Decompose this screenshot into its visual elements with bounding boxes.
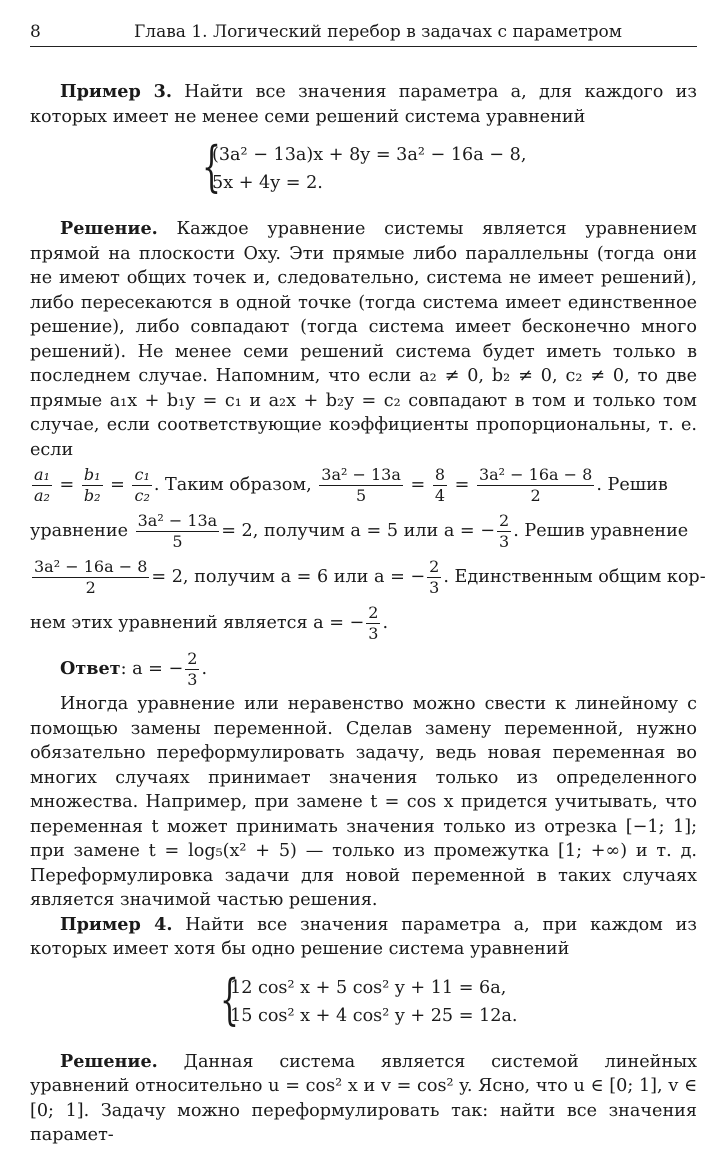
final-line: нем этих уравнений является a = − $\frac{2}{3}$ . bbox=[30, 602, 389, 643]
book-page bbox=[30, 0, 706, 1152]
ratio-line: $\frac{\text{a₁}}{\text{a₂}}$ = $\frac{\text{b₁}}{\text{b₂}}$ = $\frac{\text{c₁}}{\text{c₂}}$ . Таким образом, $\frac{\text{3a² − 13a}}{5}$ = $\frac{8}{4}$ = $\frac{\text{3a² − 16a − 8}}{2}$ . Решив bbox=[34, 464, 668, 505]
frac-b: $\frac{\text{b₁}}{\text{b₂}}$ bbox=[83, 464, 101, 505]
example4-statement: Найти все значения параметра a, при каждом из которых имеет хотя бы одно решение система уравнений bbox=[30, 914, 697, 959]
example3-statement: Найти все значения параметра a, для каждого из которых имеет не менее семи решений система уравнений bbox=[30, 82, 697, 127]
header-rule bbox=[30, 46, 697, 47]
solve-line-1: уравнение $\frac{\text{3a² − 13a}}{5}$ = 2, получим a = 5 или a = − $\frac{2}{3}$ . Решив уравнение bbox=[30, 510, 689, 551]
system1-eq1: (3a² − 13a)x + 8y = 3a² − 16a − 8, bbox=[212, 145, 527, 165]
solution4-label: Решение. bbox=[60, 1050, 158, 1072]
system1-eq2: 5x + 4y = 2. bbox=[212, 173, 323, 193]
frac-f3: $\frac{\text{3a² − 16a − 8}}{2}$ bbox=[478, 464, 593, 505]
system-brace: { bbox=[202, 135, 221, 198]
ratio-text: Таким образом, bbox=[165, 475, 312, 495]
example4-label: Пример 4. bbox=[60, 913, 173, 935]
solution3-label: Решение. bbox=[60, 218, 158, 239]
page-number: 8 bbox=[30, 22, 41, 42]
frac-a: $\frac{\text{a₁}}{\text{a₂}}$ bbox=[34, 464, 50, 505]
substitution-paragraph: Иногда уравнение или неравенство можно свести к линейному с помощью замены переменной. Сделав замену переменной, нужно обязательно переформулировать задачу, ведь новая переменная во многих случаях принимает значения только из определенного множества. Например, при замене t = cos x придется учитывать, что переменная t может принимать значения только из отрезка [−1; 1]; при замене t = log₅(x² + 5) — только из промежутка [1; +∞) и т. д. Переформулировка задачи для новой переменной в таких случаях является значимой частью решения. bbox=[30, 694, 697, 910]
system2-eq1: 12 cos² x + 5 cos² y + 11 = 6a, bbox=[230, 977, 507, 998]
page-body bbox=[30, 80, 706, 1148]
solution4-text: Данная система является системой линейных уравнений относительно u = cos² x и v = cos² y. Ясно, что u ∈ [0; 1], v ∈ [0; 1]. Задачу можно переформулировать так: найти все значения парамет- bbox=[30, 1051, 698, 1145]
chapter-title: Глава 1. Логический перебор в задачах с параметром bbox=[134, 22, 622, 42]
frac-f1: $\frac{\text{3a² − 13a}}{5}$ bbox=[321, 464, 401, 505]
solution3-paragraph bbox=[30, 217, 697, 462]
example3-label: Пример 3. bbox=[60, 81, 172, 102]
solution4-paragraph bbox=[30, 1050, 697, 1148]
solve-text: Решив bbox=[607, 475, 668, 495]
answer3: Ответ: a = − $\frac{2}{3}$ . bbox=[60, 648, 208, 689]
answer3-label: Ответ bbox=[60, 658, 121, 679]
page-header bbox=[30, 20, 697, 48]
example4-paragraph bbox=[30, 913, 697, 962]
example3-paragraph bbox=[30, 80, 697, 129]
frac-f2: $\frac{8}{4}$ bbox=[434, 464, 446, 505]
system2-eq2: 15 cos² x + 4 cos² y + 25 = 12a. bbox=[230, 1005, 518, 1026]
frac-c: $\frac{\text{c₁}}{\text{c₂}}$ bbox=[134, 464, 150, 505]
solution3-text: Каждое уравнение системы является уравнением прямой на плоскости Oxy. Эти прямые либо параллельны (тогда они не имеют общих точек и, следовательно, система не имеет решений), либо пересекаются в одной точке (тогда система имеет единственное решение), либо совпадают (тогда система имеет бесконечно много решений). Не менее семи решений система будет иметь только в последнем случае. Напомним, что если a₂ ≠ 0, b₂ ≠ 0, c₂ ≠ 0, то две прямые a₁x + b₁y = c₁ и a₂x + b₂y = c₂ совпадают в том и только том случае, если соответствующие коэффициенты пропорциональны, т. е. если bbox=[30, 219, 697, 460]
equation-system-2 bbox=[30, 967, 697, 1031]
system-brace: { bbox=[220, 967, 239, 1031]
solve-line-2: $\frac{\text{3a² − 16a − 8}}{2}$ = 2, получим a = 6 или a = − $\frac{2}{3}$ . Единственным общим кор- bbox=[34, 556, 706, 597]
equation-system-1 bbox=[30, 135, 697, 198]
